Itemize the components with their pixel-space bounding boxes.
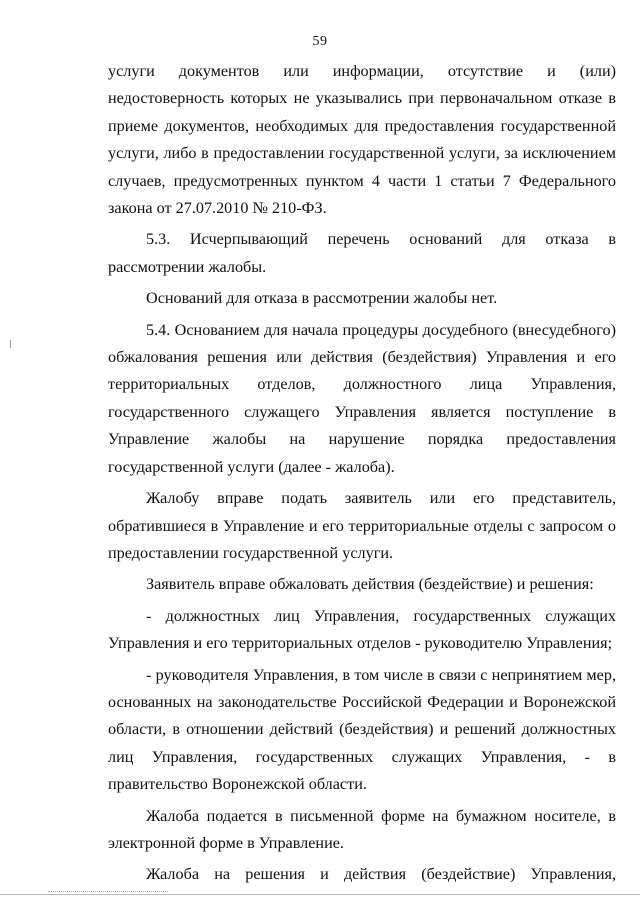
paragraph-no-grounds: Оснований для отказа в рассмотрении жалобы нет.	[146, 289, 498, 308]
footer-dotted-line	[48, 891, 168, 893]
paragraph-complaint-form: Жалоба подается в письменной форме на бумажном носителе, в электронной форме в Управление.	[108, 806, 616, 852]
paragraph-appeal-intro: Заявитель вправе обжаловать действия (бездействие) и решения:	[146, 575, 594, 594]
paragraph-complaint-decisions: Жалоба на решения и действия (бездействие) Управления,	[146, 865, 616, 884]
list-item-officials: - должностных лиц Управления, государственных служащих Управления и его территориальных отделов - руководителю Управления;	[108, 606, 616, 653]
paragraph-5-3: 5.3. Исчерпывающий перечень оснований для отказа в рассмотрении жалобы.	[108, 230, 616, 276]
footer-rule	[0, 894, 640, 895]
page-number: 59	[312, 34, 328, 49]
document-body	[108, 58, 616, 893]
paragraph-complaint-filer: Жалобу вправе подать заявитель или его представитель, обратившиеся в Управление и его территориальные отделы с запросом о предоставлении государственной услуги.	[108, 489, 616, 562]
paragraph-5-4: 5.4. Основанием для начала процедуры досудебного (внесудебного) обжалования решения или действия (бездействия) Управления и его территориальных отделов, должностного лица Управления, государственного служащего Управления является поступление в Управление жалобы на нарушение порядка предоставления государственной услуги (далее - жалоба).	[108, 320, 616, 476]
scan-margin-mark	[10, 340, 11, 348]
paragraph-continuation: услуги документов или информации, отсутствие и (или) недостоверность которых не указывались при первоначальном отказе в приеме документов, необходимых для предоставления государственной услуги, либо в предоставлении государственной услуги, за исключением случаев, предусмотренных пунктом 4 части 1 статьи 7 Федерального закона от 27.07.2010 № 210-ФЗ.	[108, 62, 616, 218]
list-item-head: - руководителя Управления, в том числе в связи с непринятием мер, основанных на законодательстве Российской Федерации и Воронежской области, в отношении действий (бездействия) и решений должностных лиц Управления, государственных служащих Управления, - в правительство Воронежской области.	[108, 665, 616, 794]
